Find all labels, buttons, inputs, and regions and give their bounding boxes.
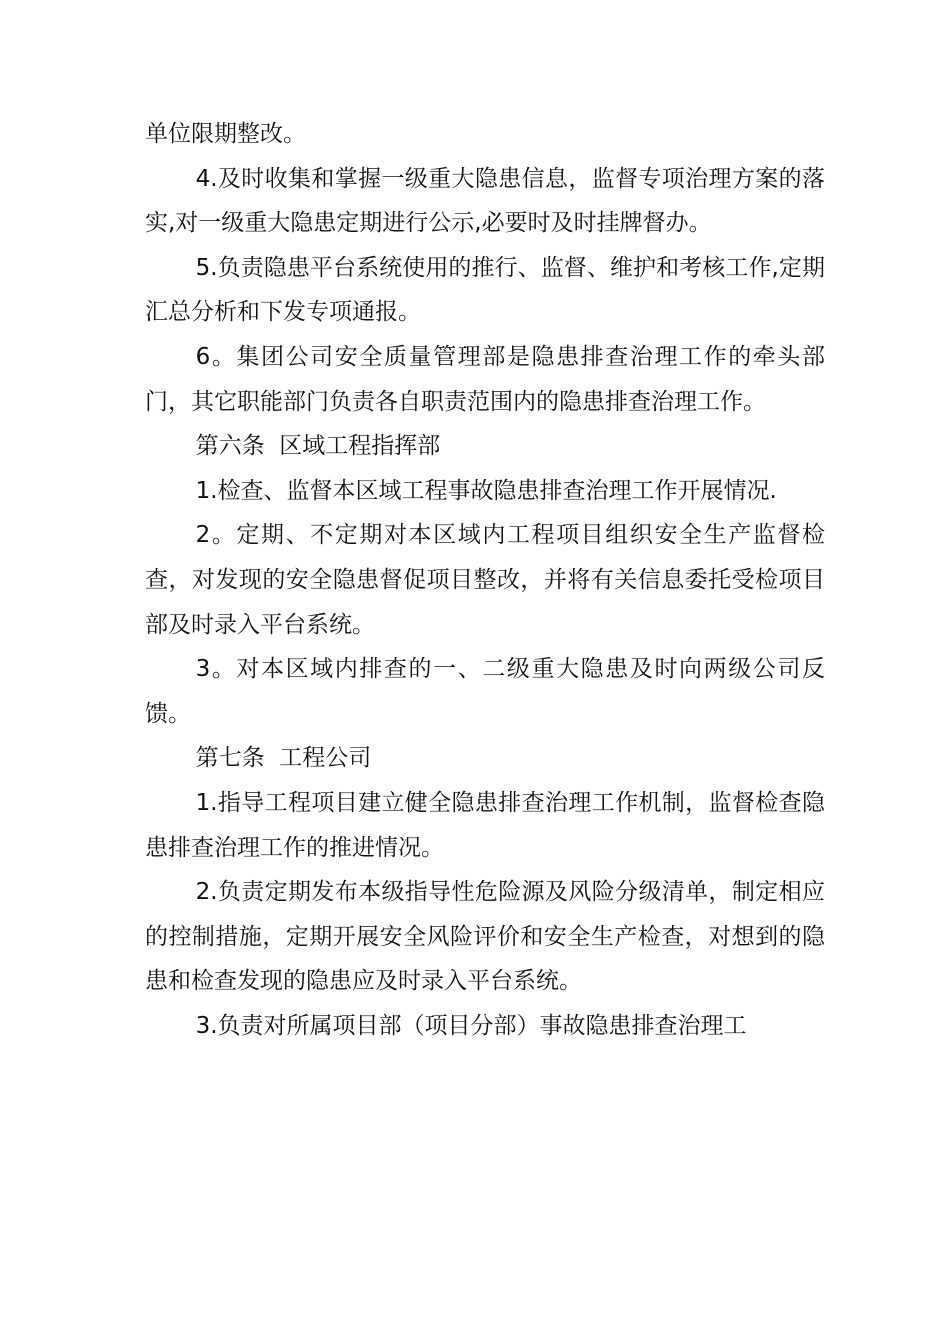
- body-text: [145, 112, 825, 1048]
- section-heading-article-7: 第七条 工程公司: [195, 745, 372, 772]
- paragraph-article-6-item-3: 3。对本区域内排查的一、二级重大隐患及时向两级公司反馈。: [145, 656, 825, 727]
- paragraph-article-6-item-1: 1.检查、监督本区域工程事故隐患排查治理工作开展情况.: [195, 477, 777, 504]
- paragraph-item-4: 4.及时收集和掌握一级重大隐患信息，监督专项治理方案的落实,对一级重大隐患定期进行公示,必要时及时挂牌督办。: [145, 165, 825, 237]
- paragraph-article-7-item-1: 1.指导工程项目建立健全隐患排查治理工作机制，监督检查隐患排查治理工作的推进情况。: [145, 789, 825, 861]
- section-heading-article-6: 第六条 区域工程指挥部: [195, 433, 441, 460]
- paragraph-article-7-item-2: 2.负责定期发布本级指导性危险源及风险分级清单，制定相应的控制措施，定期开展安全风险评价和安全生产检查，对想到的隐患和检查发现的隐患应及时录入平台系统。: [145, 879, 825, 995]
- paragraph-item-5: 5.负责隐患平台系统使用的推行、监督、维护和考核工作,定期汇总分析和下发专项通报。: [145, 254, 825, 326]
- paragraph-continuation: 单位限期整改。: [145, 121, 306, 147]
- paragraph-article-7-item-3: 3.负责对所属项目部（项目分部）事故隐患排查治理工: [195, 1012, 747, 1039]
- paragraph-article-6-item-2: 2。定期、不定期对本区域内工程项目组织安全生产监督检查，对发现的安全隐患督促项目整改，并将有关信息委托受检项目部及时录入平台系统。: [145, 522, 825, 638]
- paragraph-item-6: 6。集团公司安全质量管理部是隐患排查治理工作的牵头部门，其它职能部门负责各自职责范围内的隐患排查治理工作。: [145, 343, 825, 415]
